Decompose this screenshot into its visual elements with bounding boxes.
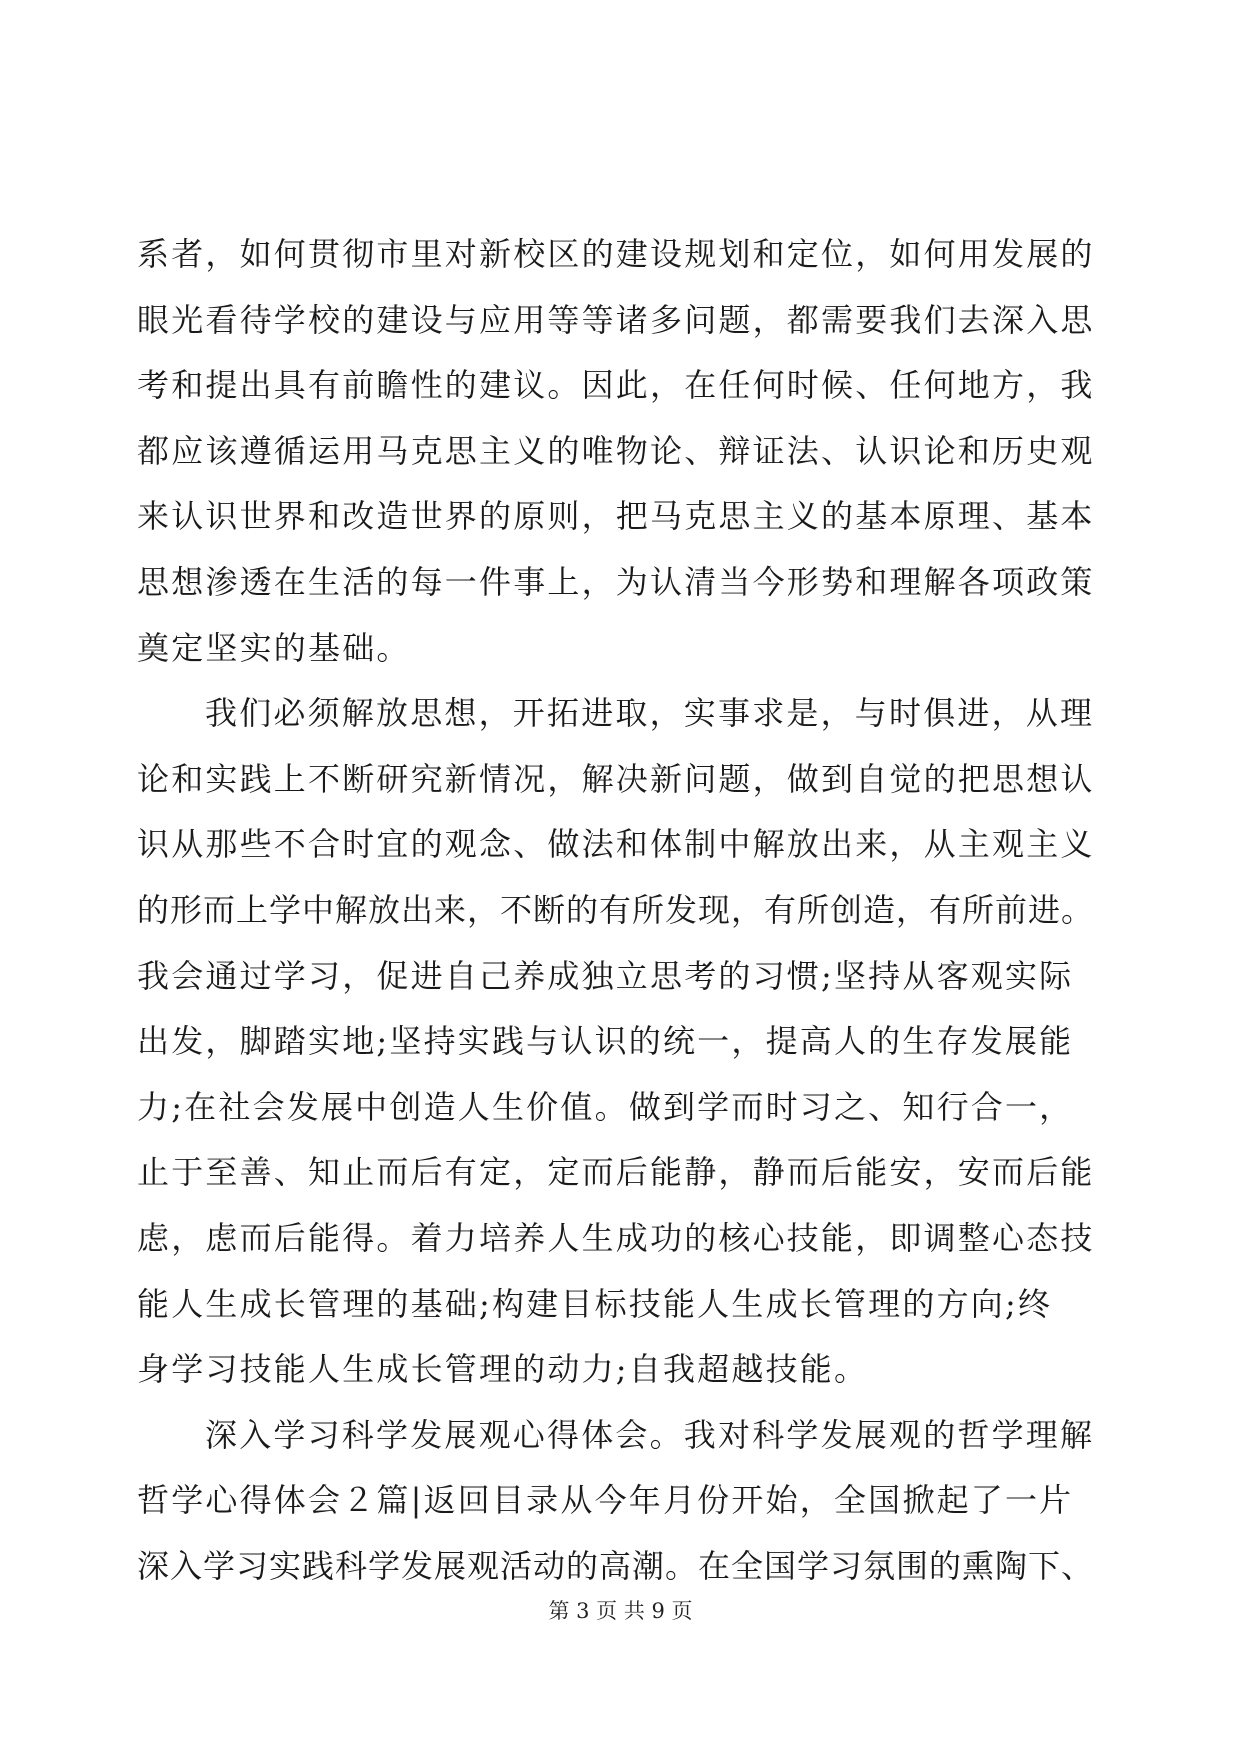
text-line: 都应该遵循运用马克思主义的唯物论、辩证法、认识论和历史观 (137, 431, 1095, 470)
page-number-footer: 第 3 页 共 9 页 (548, 1599, 693, 1623)
text-line: 深入学习科学发展观心得体会。我对科学发展观的哲学理解 (205, 1415, 1095, 1454)
text-line: 我会通过学习，促进自己养成独立思考的习惯;坚持从客观实际 (137, 956, 1074, 995)
text-line: 眼光看待学校的建设与应用等等诸多问题，都需要我们去深入思 (137, 300, 1095, 339)
text-line: 论和实践上不断研究新情况，解决新问题，做到自觉的把思想认 (137, 759, 1095, 798)
text-line: 我们必须解放思想，开拓进取，实事求是，与时俱进，从理 (205, 694, 1095, 733)
text-line: 的形而上学中解放出来，不断的有所发现，有所创造，有所前进。 (137, 890, 1095, 929)
text-line: 哲学心得体会２篇|返回目录从今年月份开始，全国掀起了一片 (137, 1481, 1074, 1520)
text-line: 力;在社会发展中创造人生价值。做到学而时习之、知行合一， (137, 1087, 1074, 1126)
text-line: 考和提出具有前瞻性的建议。因此，在任何时候、任何地方，我 (137, 366, 1095, 405)
text-line: 识从那些不合时宜的观念、做法和体制中解放出来，从主观主义 (137, 825, 1095, 864)
text-line: 思想渗透在生活的每一件事上，为认清当今形势和理解各项政策 (137, 562, 1095, 601)
text-line: 来认识世界和改造世界的原则，把马克思主义的基本原理、基本 (137, 497, 1095, 536)
document-body (137, 222, 1102, 1599)
text-line: 出发，脚踏实地;坚持实践与认识的统一，提高人的生存发展能 (137, 1022, 1074, 1061)
text-line: 深入学习实践科学发展观活动的高潮。在全国学习氛围的熏陶下、 (137, 1546, 1095, 1585)
text-line: 身学习技能人生成长管理的动力;自我超越技能。 (137, 1350, 869, 1389)
text-line: 能人生成长管理的基础;构建目标技能人生成长管理的方向;终 (137, 1284, 1053, 1323)
text-line: 奠定坚实的基础。 (137, 628, 411, 667)
text-line: 虑，虑而后能得。着力培养人生成功的核心技能，即调整心态技 (137, 1218, 1095, 1257)
text-line: 止于至善、知止而后有定，定而后能静，静而后能安，安而后能 (137, 1153, 1095, 1192)
text-line: 系者，如何贯彻市里对新校区的建设规划和定位，如何用发展的 (137, 235, 1095, 273)
